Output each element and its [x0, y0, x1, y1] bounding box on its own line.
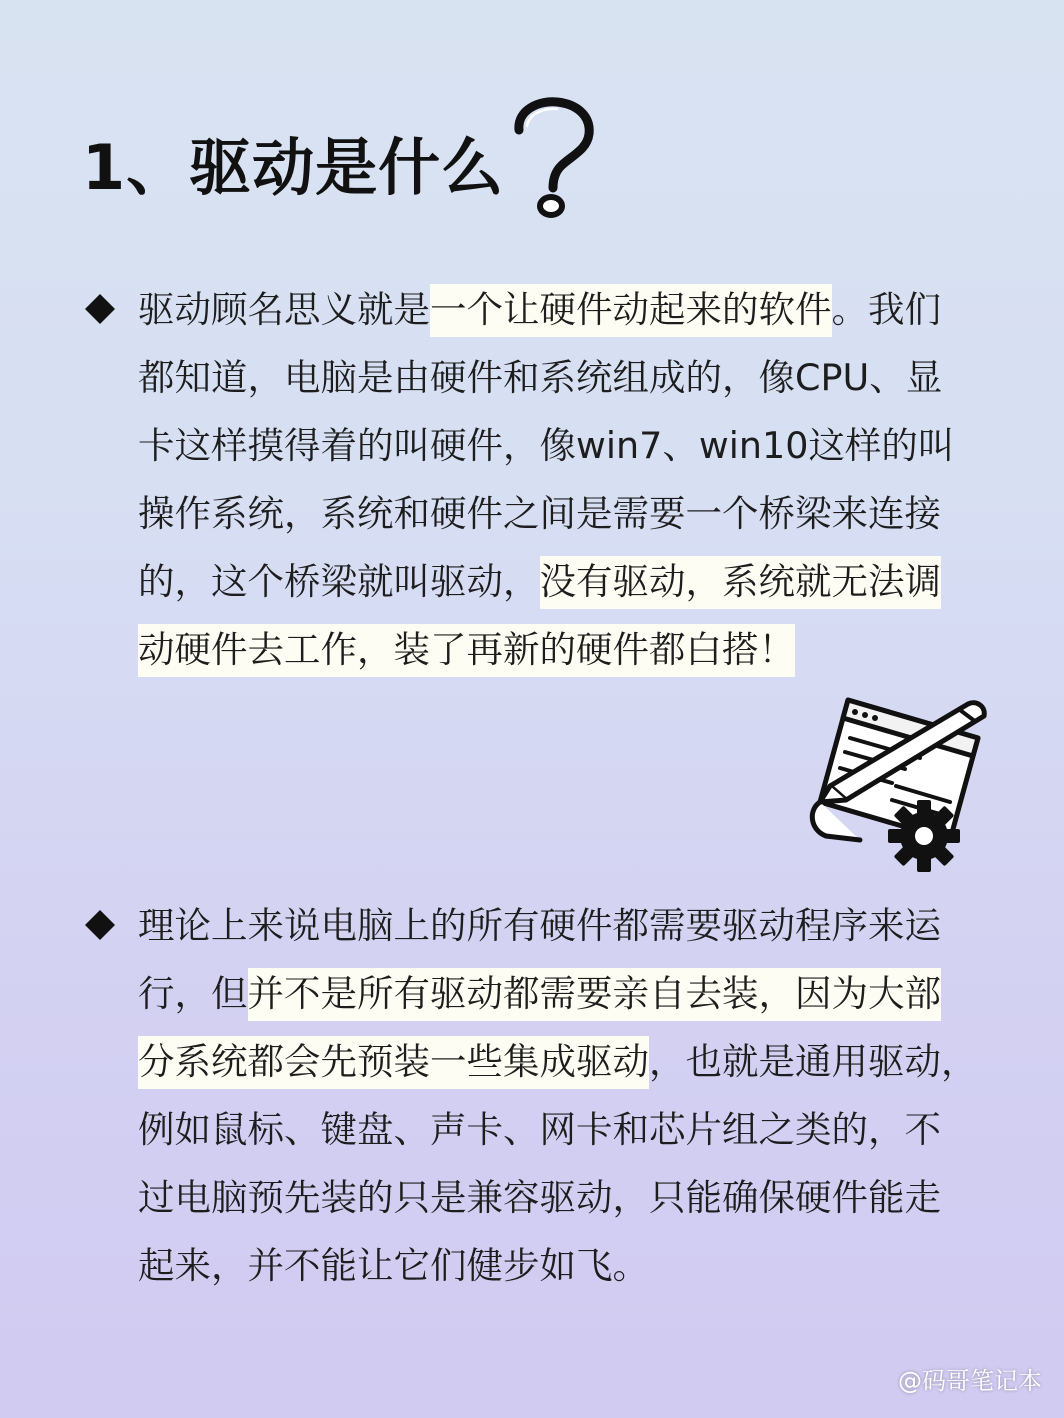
diamond-bullet-icon	[82, 906, 122, 946]
question-mark-icon	[505, 96, 601, 220]
diamond-bullet-icon	[82, 290, 122, 330]
text-line: 起来，并不能让它们健步如飞。	[138, 1244, 649, 1287]
text-line: 都知道，电脑是由硬件和系统组成的，像CPU、显	[138, 356, 943, 399]
text-line: 驱动顾名思义就是一个让硬件动起来的软件。我们	[138, 276, 1008, 344]
paragraph-what-is-driver	[138, 276, 1008, 684]
pencil-document-gear-icon	[800, 690, 1000, 880]
text-line: 例如鼠标、键盘、声卡、网卡和芯片组之类的，不	[138, 1108, 941, 1151]
watermark: @码哥笔记本	[898, 1367, 1042, 1395]
text-line: 操作系统，系统和硬件之间是需要一个桥梁来连接	[138, 492, 941, 535]
text-line: 的，这个桥梁就叫驱动，没有驱动，系统就无法调	[138, 548, 1008, 616]
text-line: 动硬件去工作，装了再新的硬件都白搭！	[138, 616, 1008, 684]
text-line: 理论上来说电脑上的所有硬件都需要驱动程序来运	[138, 904, 941, 947]
paragraph-preinstalled-drivers	[138, 892, 1008, 1300]
text-line: 分系统都会先预装一些集成驱动，也就是通用驱动，	[138, 1028, 1008, 1096]
text-line: 过电脑预先装的只是兼容驱动，只能确保硬件能走	[138, 1176, 941, 1219]
page-title: 1、驱动是什么	[82, 131, 505, 204]
text-line: 行，但并不是所有驱动都需要亲自去装，因为大部	[138, 960, 1008, 1028]
text-line: 卡这样摸得着的叫硬件，像win7、win10这样的叫	[138, 424, 955, 467]
